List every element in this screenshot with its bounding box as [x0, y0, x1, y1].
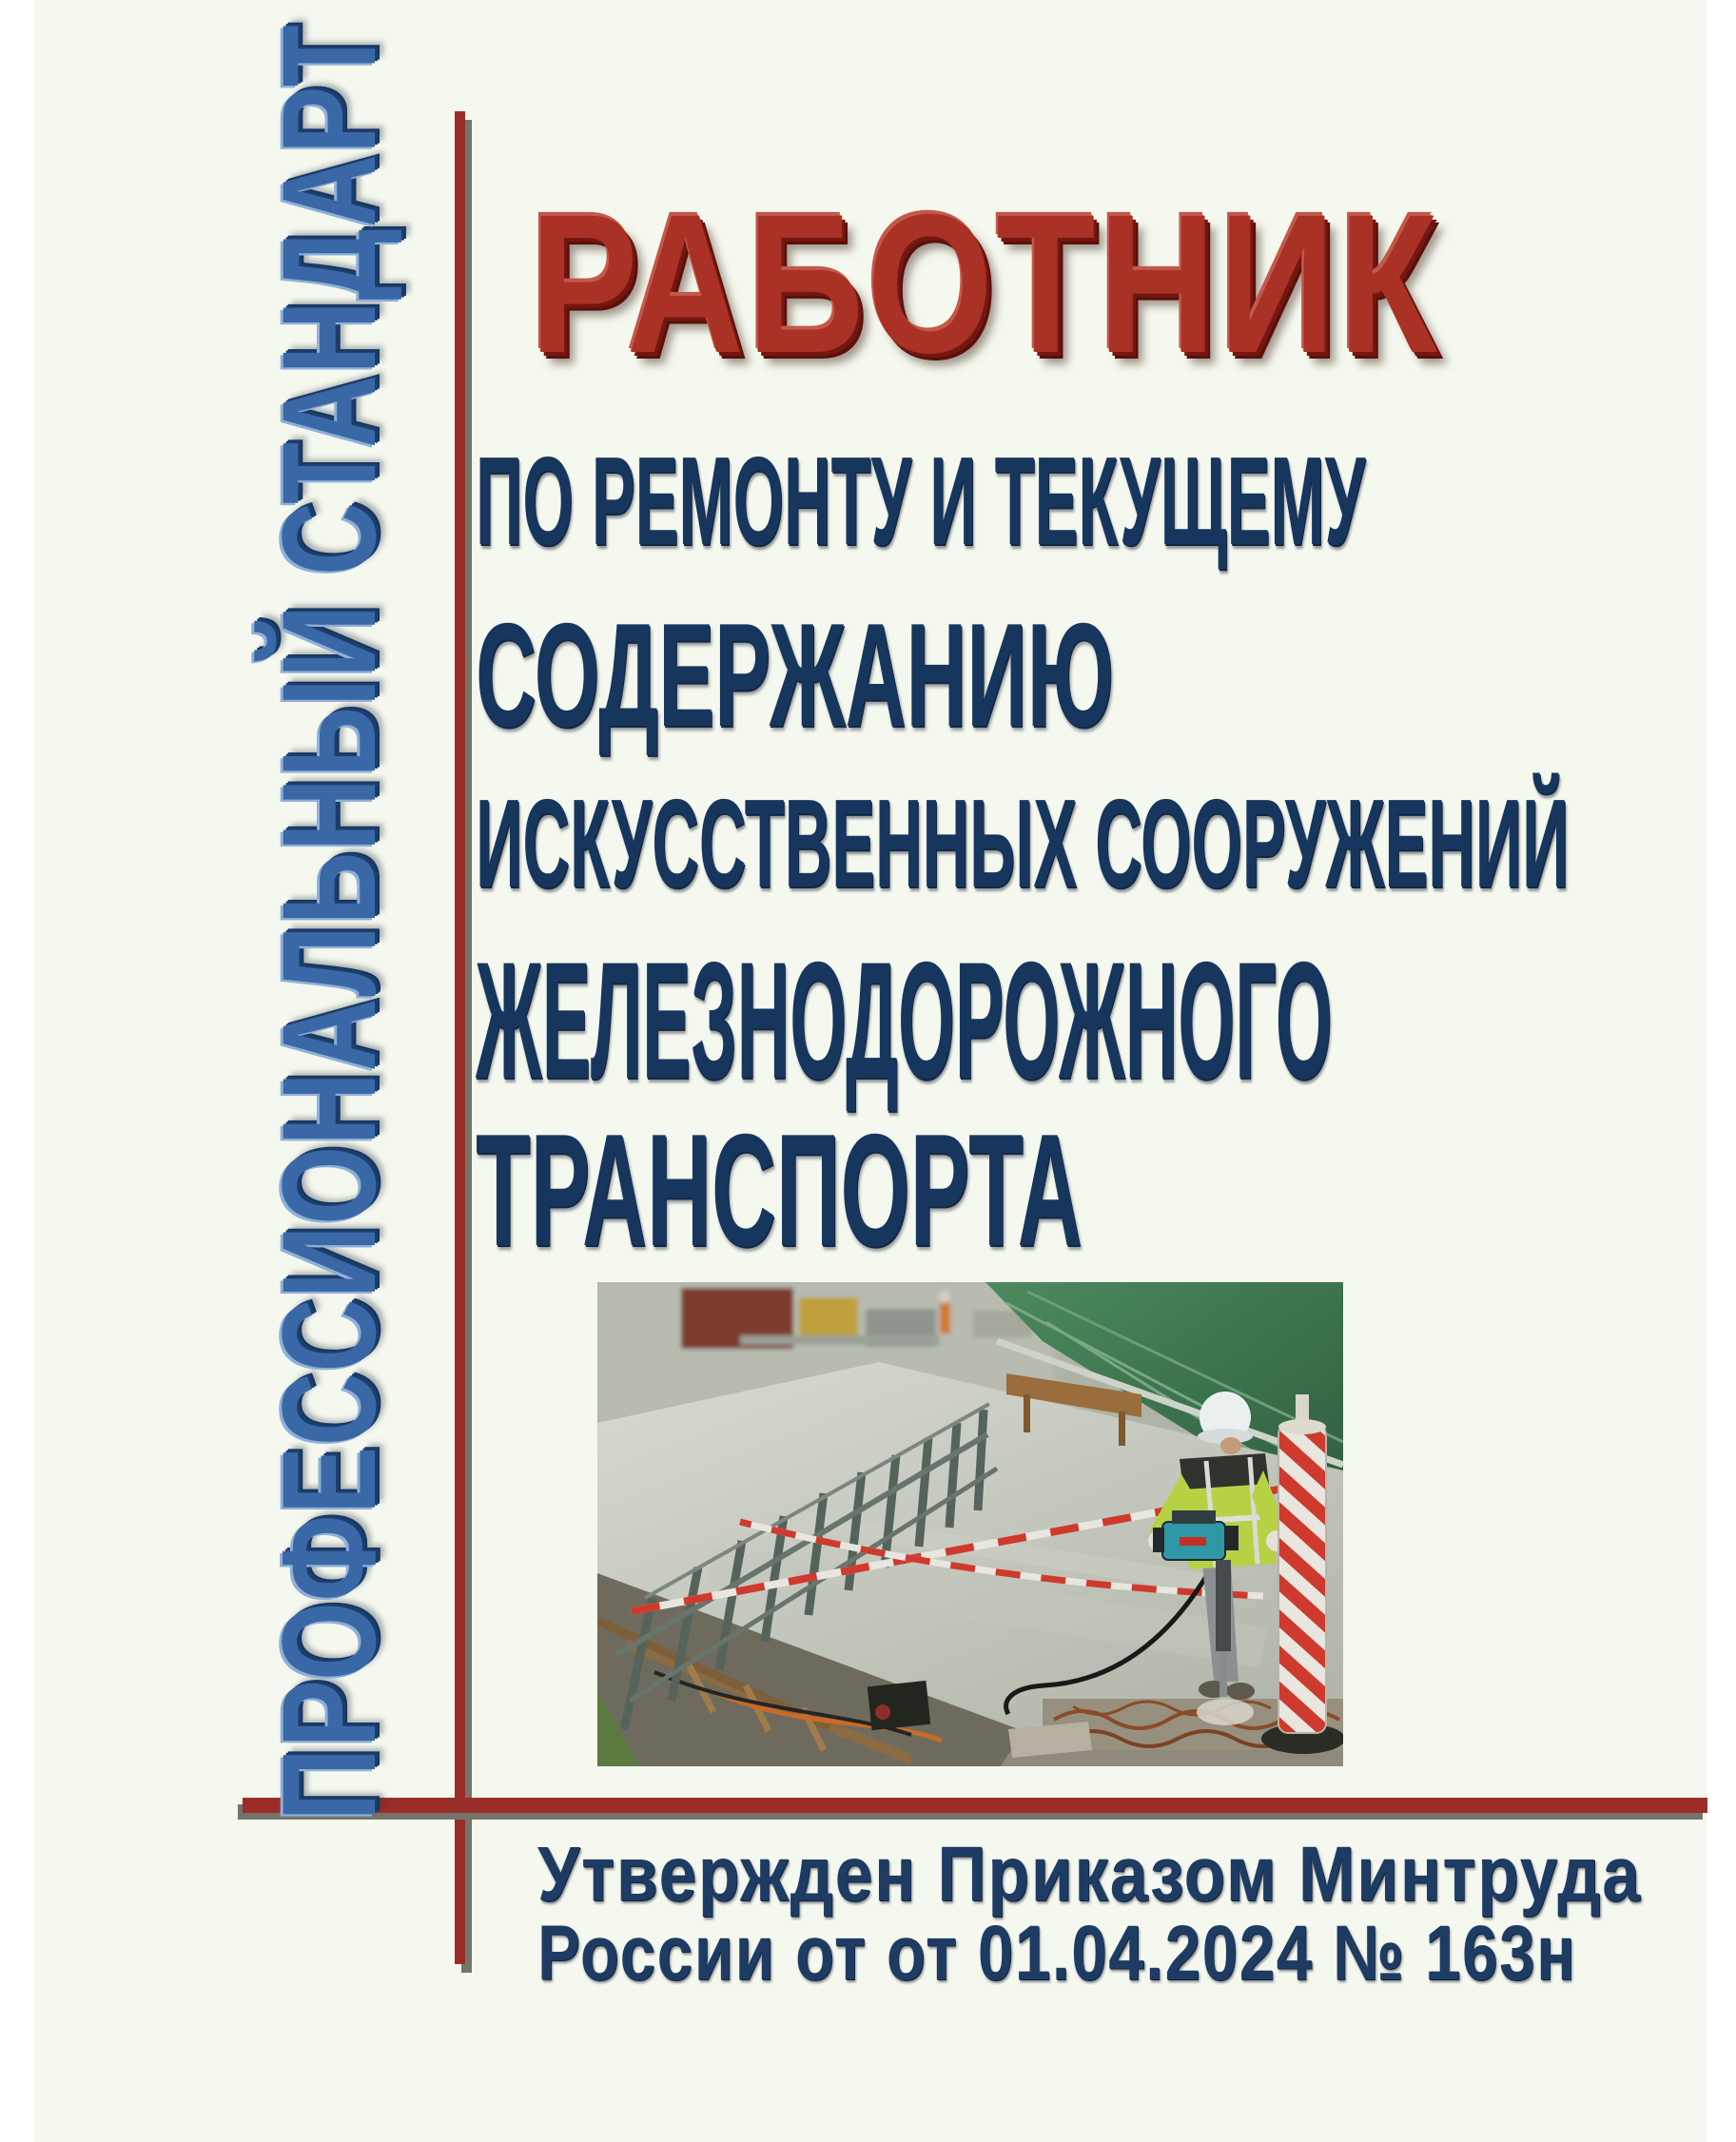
approval-line-1: Утвержден Приказом Минтруда: [537, 1831, 1642, 1918]
cover-subtitle-line-3: ИСКУССТВЕННЫХ СООРУЖЕНИЙ: [476, 773, 1570, 913]
cover-subtitle-line-5: ТРАНСПОРТА: [476, 1100, 1083, 1279]
cover-title: РАБОТНИК: [530, 174, 1441, 395]
cover-subtitle-line-2: СОДЕРЖАНИЮ: [476, 593, 1114, 757]
cover-subtitle-line-4: ЖЕЛЕЗНОДОРОЖНОГО: [476, 928, 1333, 1114]
cover-photo: [597, 1282, 1343, 1766]
horizontal-accent-line: [243, 1798, 1707, 1813]
vertical-accent-line: [455, 111, 465, 1964]
sidebar-vertical-title: ПРОФЕССИОНАЛЬНЫЙ СТАНДАРТ: [254, 24, 403, 1821]
cover-subtitle-line-1: ПО РЕМОНТУ И ТЕКУЩЕМУ: [476, 431, 1366, 571]
approval-line-2: России от от 01.04.2024 № 163н: [537, 1910, 1577, 1996]
cover-photo-illustration: [597, 1282, 1343, 1766]
